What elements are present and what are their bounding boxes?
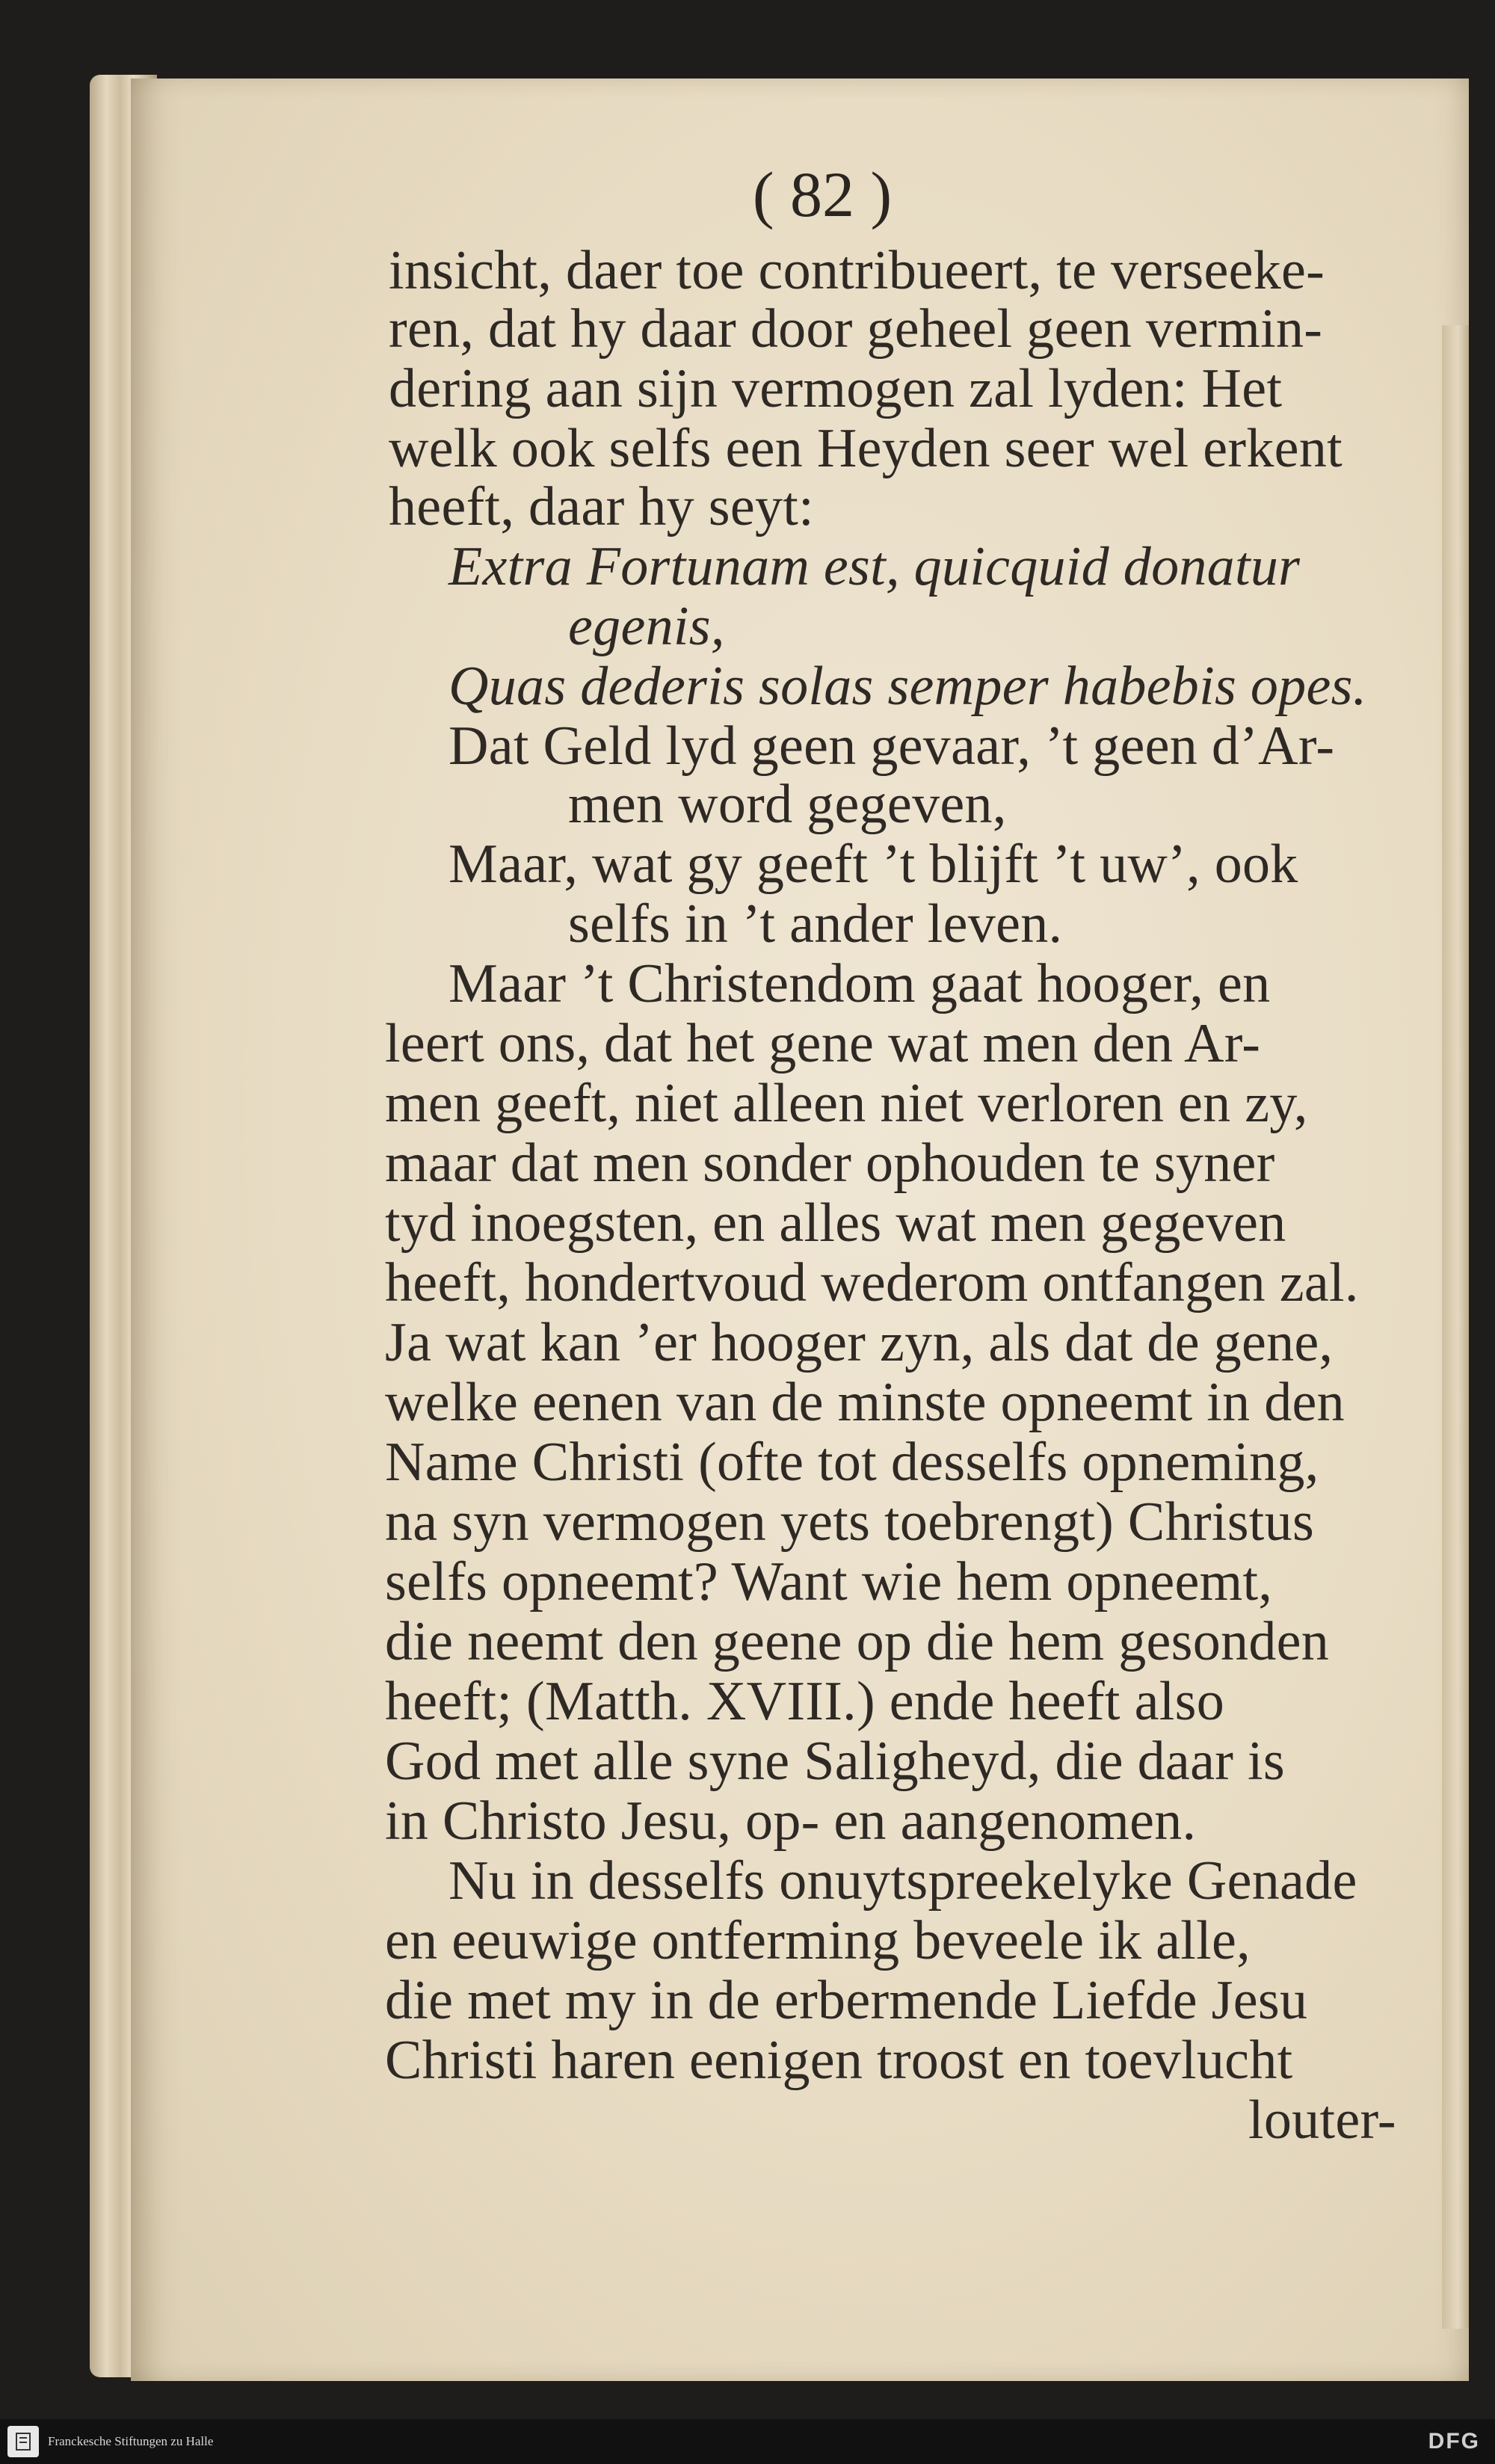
verse-line: selfs in ’t ander leven. (568, 893, 1063, 955)
text-line: die neemt den geene op die hem gesonden (385, 1611, 1330, 1672)
fore-edge (1442, 325, 1469, 2329)
text-line: welk ook selfs een Heyden seer wel erkent (389, 418, 1343, 479)
latin-verse-line: egenis, (568, 596, 725, 657)
catchword: louter- (1248, 2089, 1396, 2151)
verse-line: men word gegeven, (568, 774, 1007, 835)
viewer-footer (0, 2419, 1495, 2464)
verse-line: Maar, wat gy geeft ’t blijft ’t uw’, ook (449, 834, 1298, 895)
text-line: heeft; (Matth. XVIII.) ende heeft also (385, 1671, 1224, 1732)
text-line: God met alle syne Saligheyd, die daar is (385, 1731, 1285, 1792)
institution-credit: Franckesche Stiftungen zu Halle (48, 2434, 214, 2448)
text-line: heeft, hondertvoud wederom ontfangen zal. (385, 1252, 1359, 1313)
text-line: in Christo Jesu, op- en aangenomen. (385, 1790, 1197, 1852)
verse-line: Dat Geld lyd geen gevaar, ’t geen d’Ar- (449, 715, 1335, 777)
francke-logo-icon (7, 2426, 39, 2457)
text-line: welke eenen van de minste opneemt in den (385, 1372, 1345, 1433)
text-line: ren, dat hy daar door geheel geen vermin- (389, 298, 1323, 360)
text-line: Christi haren eenigen troost en toevlucht (385, 2030, 1293, 2091)
text-line: men geeft, niet alleen niet verloren en zy, (385, 1073, 1308, 1134)
text-line: tyd inoegsten, en alles wat men gegeven (385, 1192, 1286, 1254)
text-line: Maar ’t Christendom gaat hooger, en (449, 953, 1271, 1014)
text-line: insicht, daer toe contribueert, te verseeke- (389, 240, 1325, 301)
text-line: dering aan sijn vermogen zal lyden: Het (389, 358, 1283, 419)
text-line: Name Christi (ofte tot desselfs opneming, (385, 1432, 1319, 1493)
text-line: selfs opneemt? Want wie hem opneemt, (385, 1551, 1273, 1613)
text-line: maar dat men sonder ophouden te syner (385, 1133, 1275, 1194)
latin-verse-line: Extra Fortunam est, quicquid donatur (449, 536, 1301, 597)
text-line: en eeuwige ontferming beveele ik alle, (385, 1910, 1251, 1971)
text-line: heeft, daar hy seyt: (389, 476, 814, 538)
text-line: leert ons, dat het gene wat men den Ar- (385, 1013, 1261, 1074)
latin-verse-line: Quas dederis solas semper habebis opes. (449, 656, 1367, 717)
dfg-logo: DFG (1428, 2429, 1480, 2454)
text-line: die met my in de erbermende Liefde Jesu (385, 1970, 1308, 2031)
text-line: Nu in desselfs onuytspreekelyke Genade (449, 1850, 1357, 1912)
page-number: ( 82 ) (752, 158, 893, 230)
text-line: na syn vermogen yets toebrengt) Christus (385, 1491, 1315, 1553)
text-line: Ja wat kan ’er hooger zyn, als dat de gene, (385, 1312, 1334, 1373)
